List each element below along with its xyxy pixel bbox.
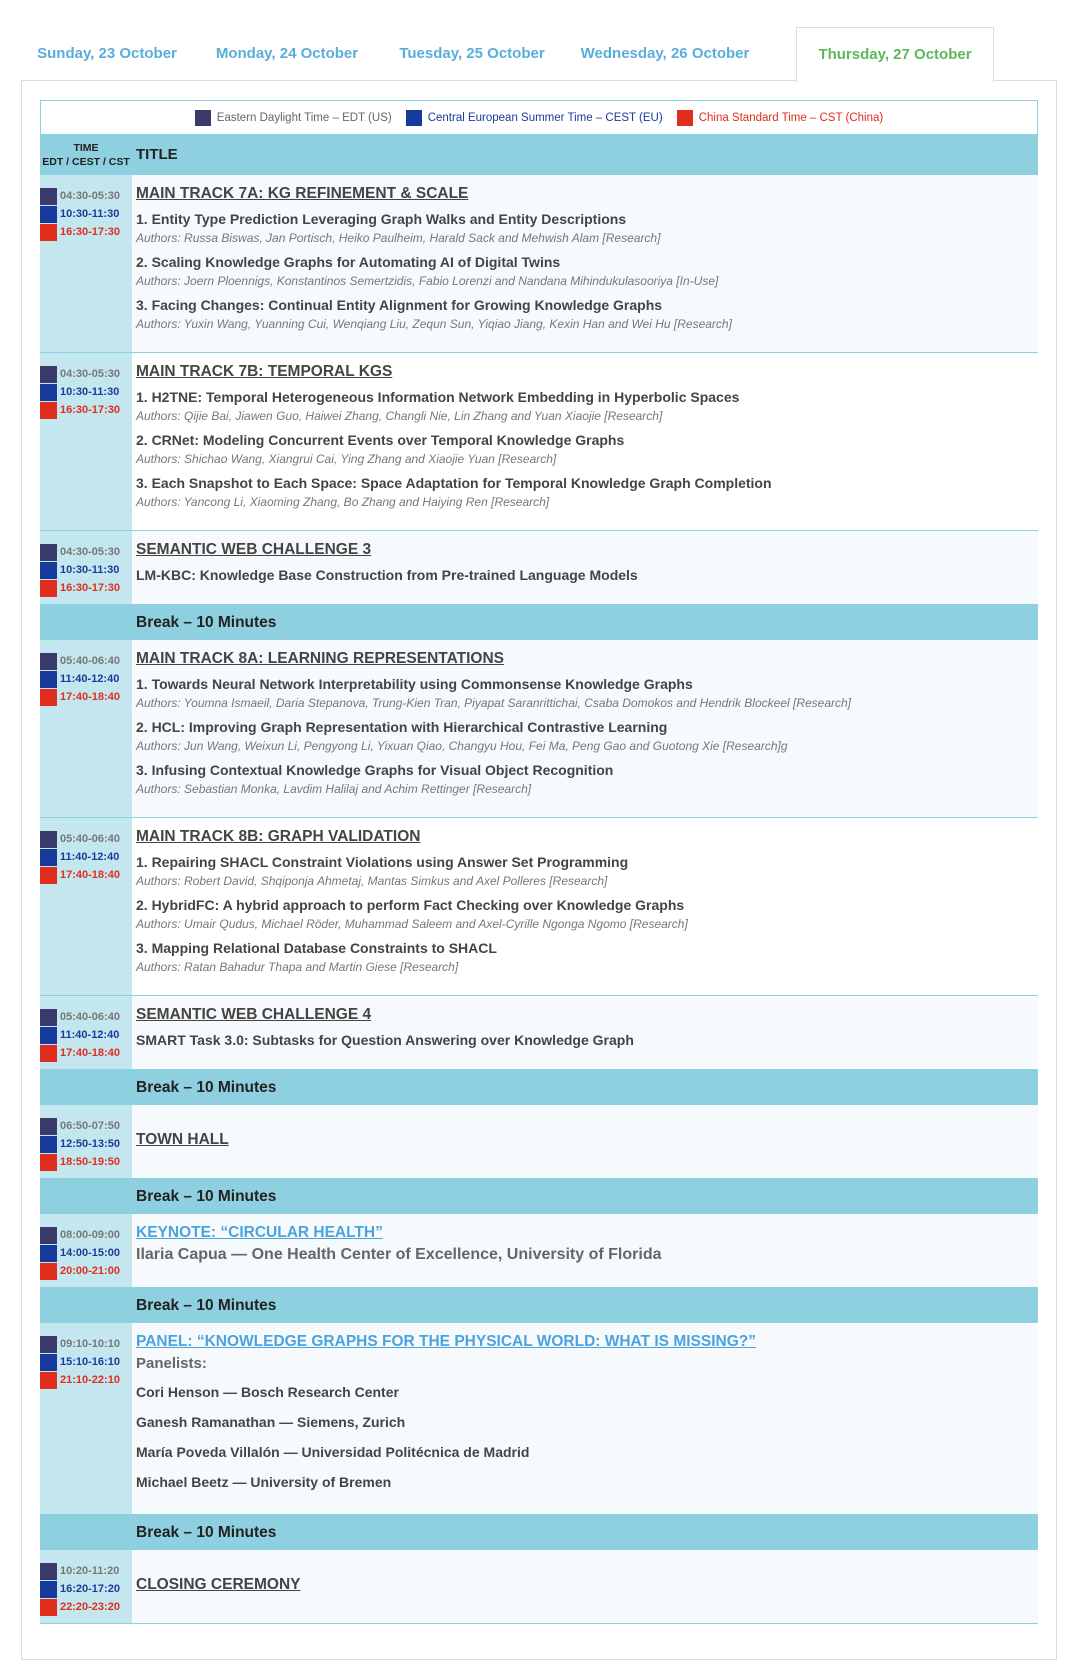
edt-swatch <box>40 188 57 205</box>
session-content <box>132 1105 1038 1178</box>
time-cst <box>40 1153 132 1171</box>
time-cst <box>40 1598 132 1616</box>
time-cest-value: 10:30-11:30 <box>60 386 120 398</box>
paper-title: 1. Towards Neural Network Interpretability using Commonsense Knowledge Graphs <box>136 676 693 692</box>
tab-thursday[interactable]: Thursday, 27 October <box>796 27 994 83</box>
session-times <box>40 531 132 604</box>
time-edt <box>40 1117 132 1135</box>
paper-authors: Authors: Ratan Bahadur Thapa and Martin Giese [Research] <box>136 960 459 974</box>
time-cest-value: 15:10-16:10 <box>60 1356 120 1368</box>
break-row: Break – 10 Minutes <box>40 1179 1038 1214</box>
edt-swatch <box>40 1336 57 1353</box>
session-row <box>40 1214 1038 1288</box>
session-title: MAIN TRACK 7A: KG REFINEMENT & SCALE <box>136 185 469 202</box>
paper-authors: Authors: Jun Wang, Weixun Li, Pengyong Li, Yixuan Qiao, Changyu Hou, Fei Ma, Peng Gao and Guotong Xie [Research]g <box>136 739 788 753</box>
time-edt <box>40 1335 132 1353</box>
cst-swatch <box>40 402 57 419</box>
cest-swatch <box>406 110 422 126</box>
time-cst <box>40 688 132 706</box>
time-edt-value: 05:40-06:40 <box>60 655 120 667</box>
cest-swatch <box>40 1581 57 1598</box>
time-cest <box>40 1135 132 1153</box>
time-cst-value: 17:40-18:40 <box>60 691 120 703</box>
session-times <box>40 175 132 352</box>
time-cest-value: 10:30-11:30 <box>60 564 120 576</box>
time-cest <box>40 1026 132 1044</box>
time-cest <box>40 1580 132 1598</box>
keynote-speaker: Ilaria Capua — One Health Center of Excellence, University of Florida <box>136 1246 662 1263</box>
keynote-link[interactable]: KEYNOTE: “CIRCULAR HEALTH” <box>136 1224 383 1241</box>
time-cst-value: 18:50-19:50 <box>60 1156 120 1168</box>
session-times <box>40 996 132 1069</box>
session-title: SEMANTIC WEB CHALLENGE 4 <box>136 1006 372 1023</box>
time-column-header <box>40 135 132 175</box>
paper-title: 2. Scaling Knowledge Graphs for Automating AI of Digital Twins <box>136 254 561 270</box>
session-row <box>40 996 1038 1070</box>
panelist: María Poveda Villalón — Universidad Politécnica de Madrid <box>136 1444 530 1460</box>
edt-swatch <box>40 1009 57 1026</box>
paper-authors: Authors: Robert David, Shqiponja Ahmetaj, Mantas Simkus and Axel Polleres [Research] <box>136 874 608 888</box>
cst-swatch <box>40 224 57 241</box>
paper-authors: Authors: Sebastian Monka, Lavdim Halilaj and Achim Rettinger [Research] <box>136 782 532 796</box>
session-content <box>132 531 1038 604</box>
time-edt-value: 04:30-05:30 <box>60 190 120 202</box>
time-edt-value: 06:50-07:50 <box>60 1120 120 1132</box>
session-title: MAIN TRACK 8B: GRAPH VALIDATION <box>136 828 421 845</box>
legend-cst <box>677 110 884 126</box>
legend-cest-label: Central European Summer Time – CEST (EU) <box>427 111 663 124</box>
time-edt <box>40 1562 132 1580</box>
paper-title: 3. Each Snapshot to Each Space: Space Adaptation for Temporal Knowledge Graph Completion <box>136 475 772 491</box>
time-cst-value: 20:00-21:00 <box>60 1265 120 1277</box>
schedule-table <box>40 135 1038 1624</box>
session-times <box>40 353 132 530</box>
paper-title: 1. Repairing SHACL Constraint Violations using Answer Set Programming <box>136 854 629 870</box>
session-row <box>40 1105 1038 1179</box>
tab-monday[interactable]: Monday, 24 October <box>215 45 359 62</box>
session-content <box>132 353 1038 530</box>
session-subtitle: SMART Task 3.0: Subtasks for Question Answering over Knowledge Graph <box>136 1032 634 1048</box>
time-cst-value: 16:30-17:30 <box>60 404 120 416</box>
time-edt <box>40 1008 132 1026</box>
paper-title: 3. Mapping Relational Database Constraints to SHACL <box>136 940 497 956</box>
edt-swatch <box>40 1563 57 1580</box>
session-row <box>40 818 1038 996</box>
time-cst-value: 16:30-17:30 <box>60 226 120 238</box>
paper-authors: Authors: Russa Biswas, Jan Portisch, Heiko Paulheim, Harald Sack and Mehwish Alam [Research] <box>136 231 661 245</box>
cest-swatch <box>40 1027 57 1044</box>
time-cst <box>40 1371 132 1389</box>
cst-swatch <box>40 689 57 706</box>
session-content <box>132 1214 1038 1287</box>
time-cest-value: 10:30-11:30 <box>60 208 120 220</box>
paper-authors: Authors: Youmna Ismaeil, Daria Stepanova, Trung-Kien Tran, Piyapat Saranrittichai, Csaba Domokos and Hendrik Blockeel [Research] <box>136 696 852 710</box>
session-content <box>132 175 1038 352</box>
paper-authors: Authors: Joern Ploennigs, Konstantinos Semertzidis, Fabio Lorenzi and Nandana Mihindukulasooriya [In-Use] <box>136 274 719 288</box>
time-cest <box>40 848 132 866</box>
panel-link[interactable]: PANEL: “KNOWLEDGE GRAPHS FOR THE PHYSICAL WORLD: WHAT IS MISSING?” <box>136 1333 756 1350</box>
session-content <box>132 1323 1038 1514</box>
paper-authors: Authors: Yuxin Wang, Yuanning Cui, Wenqiang Liu, Zequn Sun, Yiqiao Jiang, Kexin Han and Wei Hu [Research] <box>136 317 732 331</box>
time-cst <box>40 223 132 241</box>
timezones-header-label: EDT / CEST / CST <box>42 156 130 168</box>
time-cest <box>40 561 132 579</box>
paper-title: 1. H2TNE: Temporal Heterogeneous Information Network Embedding in Hyperbolic Spaces <box>136 389 740 405</box>
time-edt-value: 10:20-11:20 <box>60 1565 120 1577</box>
time-cst-value: 16:30-17:30 <box>60 582 120 594</box>
cst-swatch <box>677 110 693 126</box>
time-cst-value: 17:40-18:40 <box>60 869 120 881</box>
time-edt-value: 04:30-05:30 <box>60 368 120 380</box>
cst-swatch <box>40 867 57 884</box>
cest-swatch <box>40 671 57 688</box>
panelist: Ganesh Ramanathan — Siemens, Zurich <box>136 1414 406 1430</box>
session-times <box>40 1214 132 1287</box>
panelist: Michael Beetz — University of Bremen <box>136 1474 392 1490</box>
session-times <box>40 1105 132 1178</box>
edt-swatch <box>195 110 211 126</box>
session-row <box>40 175 1038 353</box>
paper-authors: Authors: Umair Qudus, Michael Röder, Muhammad Saleem and Axel-Cyrille Ngonga Ngomo [Research] <box>136 917 688 931</box>
legend-edt <box>195 110 392 126</box>
edt-swatch <box>40 544 57 561</box>
tab-tuesday[interactable]: Tuesday, 25 October <box>399 45 545 62</box>
paper-authors: Authors: Qijie Bai, Jiawen Guo, Haiwei Zhang, Changli Nie, Lin Zhang and Yuan Xiaojie [Research] <box>136 409 663 423</box>
session-title: TOWN HALL <box>136 1131 229 1148</box>
day-tabs <box>22 27 1056 81</box>
time-cest-value: 16:20-17:20 <box>60 1583 120 1595</box>
session-times <box>40 1550 132 1623</box>
session-row <box>40 1550 1038 1624</box>
paper-title: 3. Facing Changes: Continual Entity Alignment for Growing Knowledge Graphs <box>136 297 663 313</box>
time-cst <box>40 401 132 419</box>
edt-swatch <box>40 1118 57 1135</box>
edt-swatch <box>40 653 57 670</box>
cst-swatch <box>40 1154 57 1171</box>
time-cest-value: 14:00-15:00 <box>60 1247 120 1259</box>
edt-swatch <box>40 366 57 383</box>
paper-title: 3. Infusing Contextual Knowledge Graphs for Visual Object Recognition <box>136 762 614 778</box>
time-edt <box>40 187 132 205</box>
cest-swatch <box>40 206 57 223</box>
session-times <box>40 818 132 995</box>
time-cst-value: 22:20-23:20 <box>60 1601 120 1613</box>
cest-swatch <box>40 849 57 866</box>
edt-swatch <box>40 831 57 848</box>
session-content <box>132 996 1038 1069</box>
cst-swatch <box>40 1263 57 1280</box>
time-edt <box>40 652 132 670</box>
time-cest <box>40 670 132 688</box>
edt-swatch <box>40 1227 57 1244</box>
session-row <box>40 1323 1038 1515</box>
break-row: Break – 10 Minutes <box>40 605 1038 640</box>
session-title: SEMANTIC WEB CHALLENGE 3 <box>136 541 372 558</box>
break-row: Break – 10 Minutes <box>40 1515 1038 1550</box>
break-row: Break – 10 Minutes <box>40 1070 1038 1105</box>
paper-title: 2. CRNet: Modeling Concurrent Events over Temporal Knowledge Graphs <box>136 432 625 448</box>
session-times <box>40 1323 132 1514</box>
cst-swatch <box>40 1372 57 1389</box>
legend-edt-label: Eastern Daylight Time – EDT (US) <box>216 111 392 124</box>
time-cest <box>40 1244 132 1262</box>
time-edt <box>40 365 132 383</box>
time-edt-value: 04:30-05:30 <box>60 546 120 558</box>
time-edt <box>40 543 132 561</box>
time-header-label: TIME <box>73 142 99 154</box>
time-cst-value: 21:10-22:10 <box>60 1374 120 1386</box>
time-cst <box>40 579 132 597</box>
cst-swatch <box>40 580 57 597</box>
cest-swatch <box>40 1136 57 1153</box>
time-edt-value: 09:10-10:10 <box>60 1338 120 1350</box>
time-edt <box>40 1226 132 1244</box>
time-cst <box>40 1262 132 1280</box>
title-column-header: TITLE <box>136 146 178 163</box>
cest-swatch <box>40 1354 57 1371</box>
panelist: Cori Henson — Bosch Research Center <box>136 1384 399 1400</box>
cst-swatch <box>40 1599 57 1616</box>
time-cst <box>40 1044 132 1062</box>
cest-swatch <box>40 1245 57 1262</box>
session-title: MAIN TRACK 7B: TEMPORAL KGS <box>136 363 393 380</box>
session-row <box>40 640 1038 818</box>
paper-authors: Authors: Shichao Wang, Xiangrui Cai, Ying Zhang and Xiaojie Yuan [Research] <box>136 452 557 466</box>
panelists-label: Panelists: <box>136 1355 207 1372</box>
legend-cest <box>406 110 663 126</box>
time-cest <box>40 205 132 223</box>
time-cest <box>40 1353 132 1371</box>
table-header <box>40 135 1038 175</box>
break-row: Break – 10 Minutes <box>40 1288 1038 1323</box>
session-content <box>132 1550 1038 1623</box>
session-row <box>40 531 1038 605</box>
paper-title: 2. HCL: Improving Graph Representation with Hierarchical Contrastive Learning <box>136 719 668 735</box>
cst-swatch <box>40 1045 57 1062</box>
session-times <box>40 640 132 817</box>
paper-title: 1. Entity Type Prediction Leveraging Graph Walks and Entity Descriptions <box>136 211 627 227</box>
time-edt-value: 05:40-06:40 <box>60 1011 120 1023</box>
time-cest-value: 11:40-12:40 <box>60 1029 120 1041</box>
session-title: CLOSING CEREMONY <box>136 1576 301 1593</box>
time-cest-value: 12:50-13:50 <box>60 1138 120 1150</box>
time-cest-value: 11:40-12:40 <box>60 851 120 863</box>
paper-authors: Authors: Yancong Li, Xiaoming Zhang, Bo Zhang and Haiying Ren [Research] <box>136 495 550 509</box>
time-cest-value: 11:40-12:40 <box>60 673 120 685</box>
session-content <box>132 818 1038 995</box>
time-cst <box>40 866 132 884</box>
legend-cst-label: China Standard Time – CST (China) <box>698 111 884 124</box>
session-row <box>40 353 1038 531</box>
paper-title: 2. HybridFC: A hybrid approach to perform Fact Checking over Knowledge Graphs <box>136 897 685 913</box>
session-subtitle: LM-KBC: Knowledge Base Construction from Pre-trained Language Models <box>136 567 638 583</box>
tab-sunday[interactable]: Sunday, 23 October <box>37 45 177 62</box>
session-content <box>132 640 1038 817</box>
time-edt-value: 08:00-09:00 <box>60 1229 120 1241</box>
cest-swatch <box>40 562 57 579</box>
time-edt-value: 05:40-06:40 <box>60 833 120 845</box>
timezone-legend <box>40 100 1038 135</box>
time-cest <box>40 383 132 401</box>
cest-swatch <box>40 384 57 401</box>
time-edt <box>40 830 132 848</box>
session-title: MAIN TRACK 8A: LEARNING REPRESENTATIONS <box>136 650 504 667</box>
tab-wednesday[interactable]: Wednesday, 26 October <box>580 45 750 62</box>
time-cst-value: 17:40-18:40 <box>60 1047 120 1059</box>
